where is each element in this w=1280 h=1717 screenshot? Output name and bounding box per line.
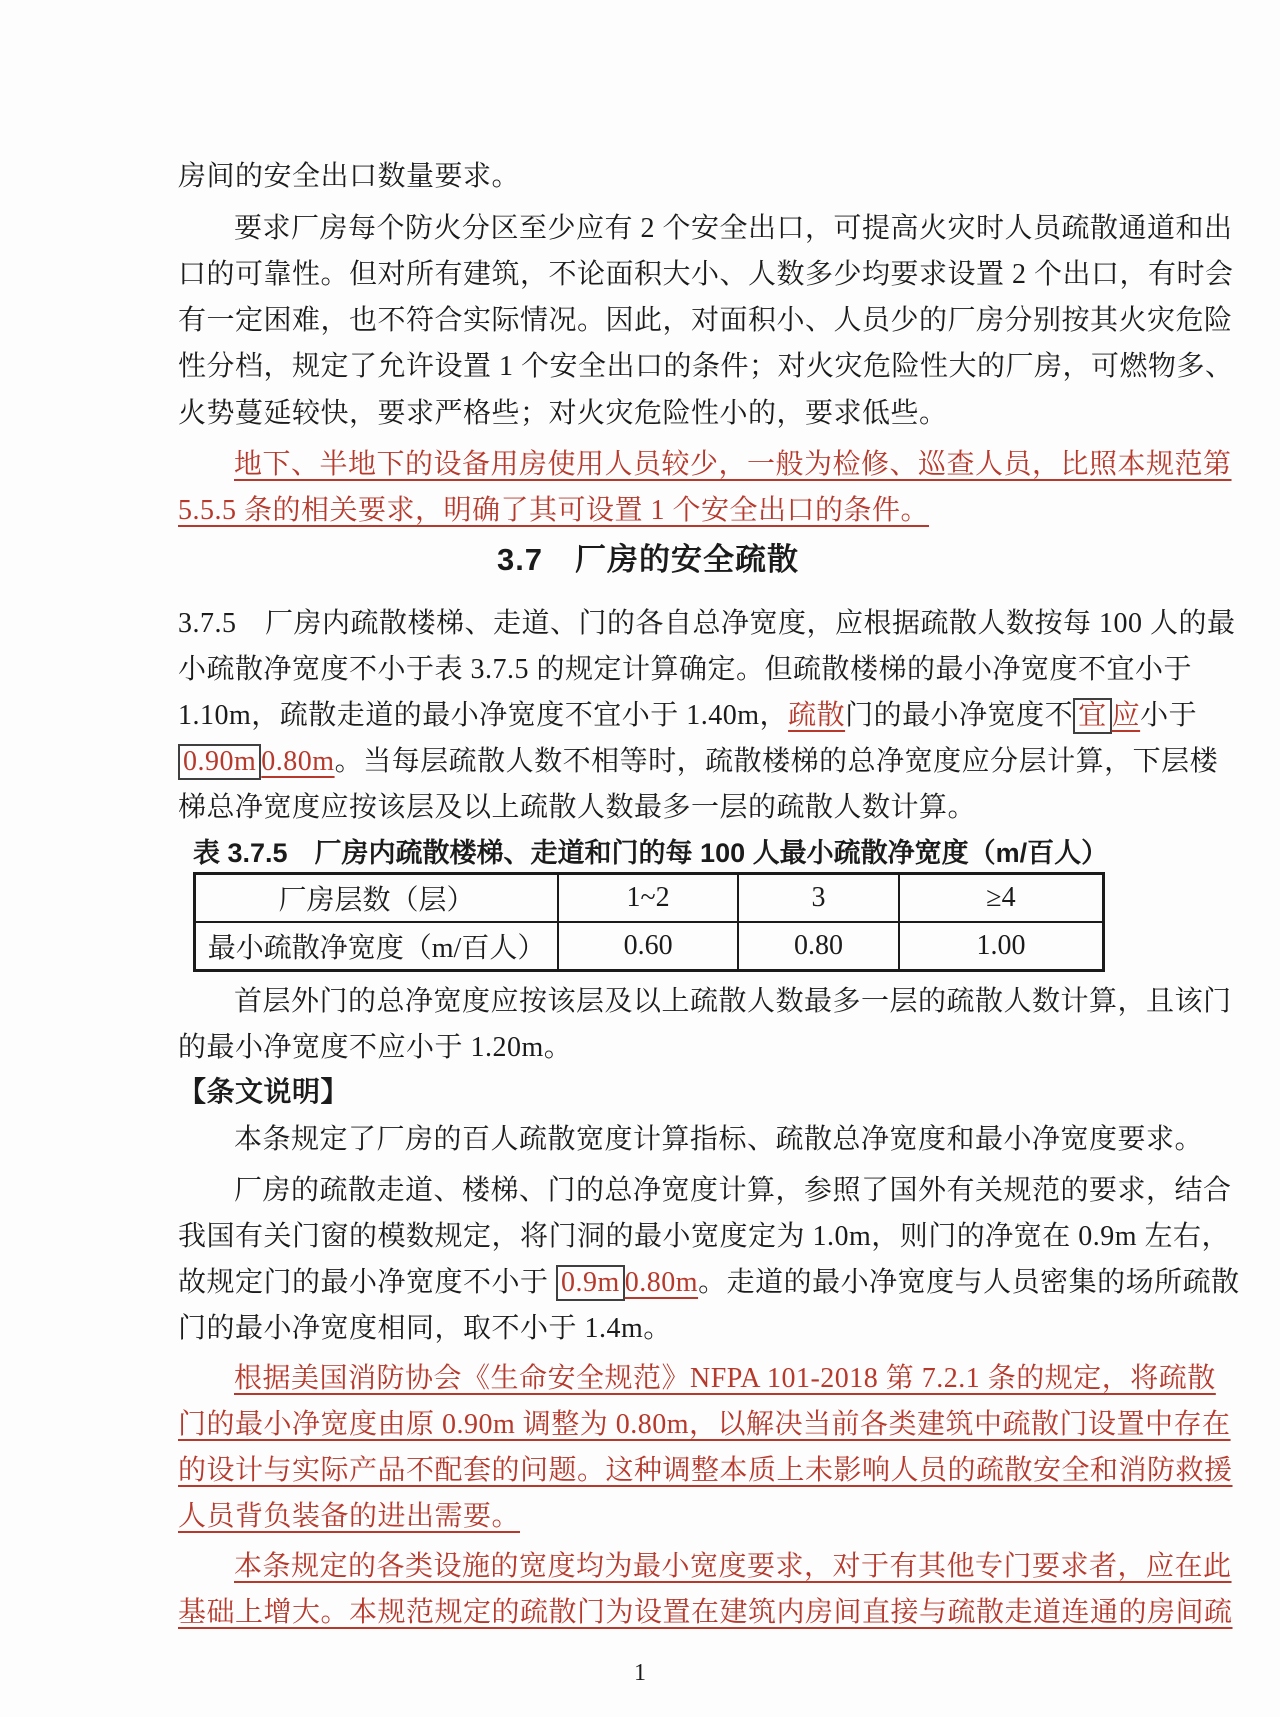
table-cell: 1~2 [558, 874, 738, 923]
text-line [178, 651, 1193, 689]
spec-table [193, 872, 1105, 972]
text-line [178, 492, 1118, 530]
body-text: 房间的安全出口数量要求。 [178, 161, 521, 192]
inserted-revision-text: 地下、半地下的设备用房使用人员较少，一般为检修、巡查人员，比照本规范第 [234, 449, 1232, 480]
body-text: 的最小净宽度不应小于 1.20m。 [178, 1032, 573, 1063]
table-cell: 0.60 [558, 922, 738, 971]
body-text: 要求厂房每个防火分区至少应有 2 个安全出口，可提高火灾时人员疏散通道和出 [234, 213, 1233, 244]
body-text: 小于 [1140, 700, 1198, 731]
body-text: 1.10m，疏散走道的最小净宽度不宜小于 1.40m， [178, 700, 789, 731]
table-cell: 0.80 [738, 922, 899, 971]
table-cell: 最小疏散净宽度（m/百人） [195, 922, 559, 971]
text-line [178, 302, 1233, 340]
body-text: 有一定困难，也不符合实际情况。因此，对面积小、人员少的厂房分别按其火灾危险 [178, 305, 1233, 336]
body-text: 梯总净宽度应按该层及以上疏散人数最多一层的疏散人数计算。 [178, 792, 977, 823]
body-text: 3.7.5 厂房内疏散楼梯、走道、门的各自总净宽度，应根据疏散人数按每 100 人的最 [178, 608, 1236, 639]
table-cell: 厂房层数（层） [195, 874, 559, 923]
table-cell: 1.00 [899, 922, 1104, 971]
text-line [178, 1360, 1216, 1398]
text-line [178, 983, 1232, 1021]
body-text: 门的最小净宽度不 [845, 700, 1074, 731]
inserted-revision-text: 0.80m [624, 1267, 699, 1298]
text-line [178, 1594, 1233, 1632]
body-text: 厂房的疏散走道、楼梯、门的总净宽度计算，参照了国外有关规范的要求，结合 [234, 1175, 1232, 1206]
table-row [195, 922, 1104, 971]
text-line [178, 605, 1236, 643]
body-text: 口的可靠性。但对所有建筑，不论面积大小、人数多少均要求设置 2 个出口，有时会 [178, 259, 1234, 290]
text-line [178, 395, 1118, 433]
page-number: 1 [634, 1660, 646, 1686]
text-line [178, 210, 1233, 248]
inserted-revision-text: 疏散 [788, 700, 846, 731]
text-line [178, 1172, 1232, 1210]
text-line [178, 697, 1198, 735]
text-line [178, 1264, 1240, 1302]
body-text: 首层外门的总净宽度应按该层及以上疏散人数最多一层的疏散人数计算，且该门 [234, 986, 1232, 1017]
bold-label: 【条文说明】 [178, 1076, 350, 1107]
text-line [178, 256, 1234, 294]
deleted-revision-text: 0.9m [556, 1265, 625, 1301]
text-line [178, 1029, 1118, 1067]
text-line [178, 1121, 1204, 1159]
table-cell: 3 [738, 874, 899, 923]
deleted-revision-text: 0.90m [178, 744, 261, 780]
body-text: 本条规定了厂房的百人疏散宽度计算指标、疏散总净宽度和最小净宽度要求。 [234, 1124, 1204, 1155]
body-text: 。走道的最小净宽度与人员密集的场所疏散 [698, 1267, 1240, 1298]
table-cell: ≥4 [899, 874, 1104, 923]
body-text: 火势蔓延较快，要求严格些；对火灾危险性小的，要求低些。 [178, 398, 948, 429]
inserted-revision-text: 基础上增大。本规范规定的疏散门为设置在建筑内房间直接与疏散走道连通的房间疏 [178, 1597, 1233, 1628]
body-text: 性分档，规定了允许设置 1 个安全出口的条件；对火灾危险性大的厂房，可燃物多、 [178, 351, 1234, 382]
body-text: 小疏散净宽度不小于表 3.7.5 的规定计算确定。但疏散楼梯的最小净宽度不宜小于 [178, 654, 1193, 685]
inserted-revision-text: 本条规定的各类设施的宽度均为最小宽度要求，对于有其他专门要求者，应在此 [234, 1551, 1232, 1582]
table-row [195, 874, 1104, 923]
body-text: 我国有关门窗的模数规定，将门洞的最小宽度定为 1.0m，则门的净宽在 0.9m 左右， [178, 1221, 1231, 1252]
body-text: 故规定门的最小净宽度不小于 [178, 1267, 557, 1298]
text-line [178, 789, 1118, 827]
inserted-revision-text: 的设计与实际产品不配套的问题。这种调整本质上未影响人员的疏散安全和消防救援 [178, 1455, 1233, 1486]
text-line [178, 1548, 1232, 1586]
section-heading: 3.7 厂房的安全疏散 [496, 542, 800, 577]
table-caption: 表 3.7.5 厂房内疏散楼梯、走道和门的每 100 人最小疏散净宽度（m/百人） [193, 838, 1109, 868]
text-line [178, 1073, 1118, 1112]
text-line [178, 1406, 1231, 1444]
inserted-revision-text: 人员背负装备的进出需要。 [178, 1501, 521, 1532]
text-line [178, 1218, 1231, 1256]
text-line [178, 348, 1234, 386]
inserted-revision-text: 5.5.5 条的相关要求，明确了其可设置 1 个安全出口的条件。 [178, 495, 930, 526]
text-line [178, 1452, 1233, 1490]
inserted-revision-text: 根据美国消防协会《生命安全规范》NFPA 101-2018 第 7.2.1 条的规定，将疏散 [234, 1363, 1216, 1394]
inserted-revision-text: 门的最小净宽度由原 0.90m 调整为 0.80m，以解决当前各类建筑中疏散门设置中存在 [178, 1409, 1231, 1440]
inserted-revision-text: 应 [1111, 700, 1141, 731]
text-line [178, 1498, 1118, 1536]
text-line [178, 1310, 1118, 1348]
body-text: 门的最小净宽度相同，取不小于 1.4m。 [178, 1313, 672, 1344]
deleted-revision-text: 宜 [1073, 698, 1112, 734]
text-line [178, 446, 1232, 484]
inserted-revision-text: 0.80m [261, 746, 335, 777]
body-text: 。当每层疏散人数不相等时，疏散楼梯的总净宽度应分层计算，下层楼 [334, 746, 1219, 777]
text-line [178, 743, 1219, 781]
text-line [178, 158, 1118, 196]
